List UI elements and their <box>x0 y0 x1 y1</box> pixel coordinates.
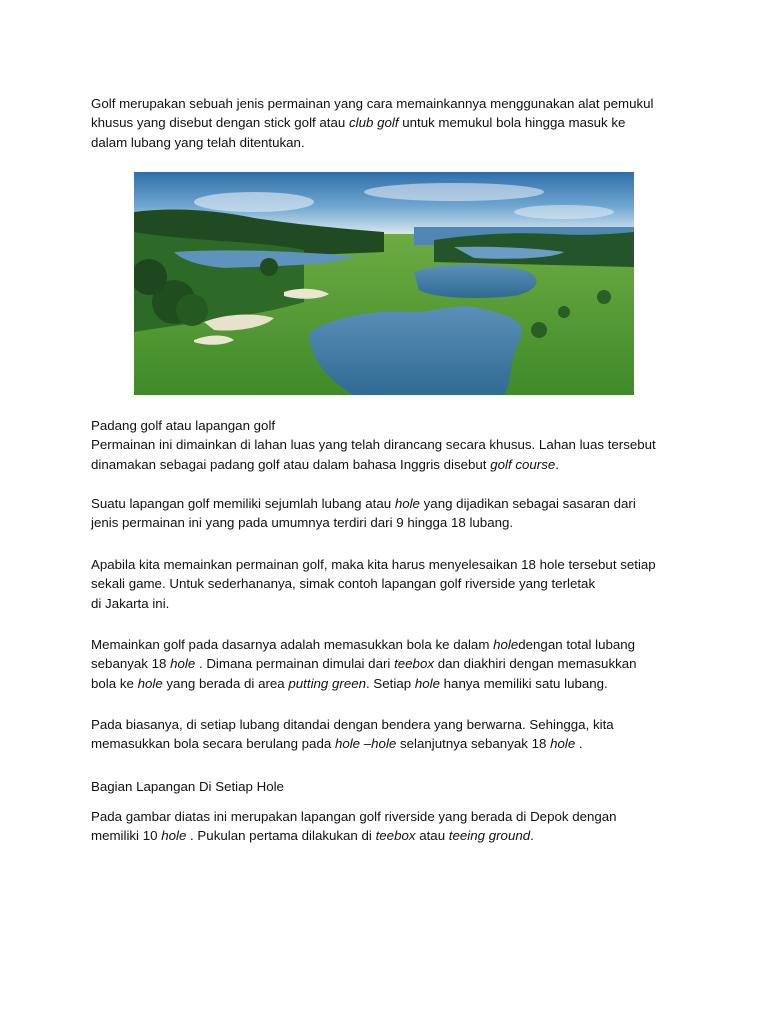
italic-term: putting green <box>288 675 367 691</box>
apabila-paragraph <box>91 555 691 613</box>
text-line: memasukkan bola secara berulang pada hole –hole selanjutnya sebanyak 18 hole . <box>91 736 583 752</box>
text-line: dinamakan sebagai padang golf atau dalam bahasa Inggris disebut golf course. <box>91 456 559 472</box>
italic-term: hole <box>550 736 576 752</box>
italic-term: club golf <box>348 115 399 131</box>
text-line: Pada biasanya, di setiap lubang ditandai dengan bendera yang berwarna. Sehingga, kita <box>91 717 614 732</box>
italic-term: hole –hole <box>334 736 397 752</box>
biasanya-paragraph <box>91 715 691 754</box>
text-line: Golf merupakan sebuah jenis permainan yang cara memainkannya menggunakan alat pemukul <box>91 96 654 111</box>
text-line: Suatu lapangan golf memiliki sejumlah lubang atau hole yang dijadikan sebagai sasaran dari <box>91 496 636 511</box>
text-line: Pada gambar diatas ini merupakan lapangan golf riverside yang berada di Depok dengan <box>91 809 617 824</box>
text-line: Memainkan golf pada dasarnya adalah memasukkan bola ke dalam holedengan total lubang <box>91 637 636 652</box>
section-heading: Bagian Lapangan Di Setiap Hole <box>91 779 284 794</box>
italic-term: hole <box>161 828 187 844</box>
italic-term: hole <box>394 496 420 511</box>
italic-term: hole <box>170 656 196 672</box>
text-line: Apabila kita memainkan permainan golf, maka kita harus menyelesaikan 18 hole tersebut setiap <box>91 557 656 572</box>
italic-term: teeing ground <box>448 828 531 844</box>
text-line: sekali game. Untuk sederhananya, simak contoh lapangan golf riverside yang terletak <box>91 576 596 592</box>
italic-term: teebox <box>394 656 434 672</box>
italic-term: teebox <box>375 828 416 844</box>
padang-paragraph <box>91 416 691 474</box>
section-heading: Padang golf atau lapangan golf <box>91 418 276 433</box>
text-line: memiliki 10 hole . Pukulan pertama dilakukan di teebox atau teeing ground. <box>91 828 534 844</box>
text-line: bola ke hole yang berada di area putting green. Setiap hole hanya memiliki satu lubang. <box>91 675 608 691</box>
golf-course-photo <box>134 172 634 395</box>
memainkan-paragraph <box>91 635 691 693</box>
text-line: Permainan ini dimainkan di lahan luas yang telah dirancang secara khusus. Lahan luas tersebut <box>91 437 656 453</box>
text-line: dalam lubang yang telah ditentukan. <box>91 134 305 150</box>
italic-term: hole <box>137 675 163 691</box>
italic-term: golf course <box>490 456 556 472</box>
italic-term: hole <box>414 675 440 691</box>
bagian-heading <box>91 777 691 796</box>
italic-term: hole <box>493 637 519 652</box>
hole-paragraph <box>91 494 691 533</box>
text-line: jenis permainan ini yang pada umumnya terdiri dari 9 hingga 18 lubang. <box>91 515 514 531</box>
gambar-paragraph <box>91 807 691 846</box>
text-line: sebanyak 18 hole . Dimana permainan dimulai dari teebox dan diakhiri dengan memasukkan <box>91 656 637 672</box>
intro-paragraph <box>91 94 691 152</box>
text-line: khusus yang disebut dengan stick golf atau club golf untuk memukul bola hingga masuk ke <box>91 115 626 131</box>
text-line: di Jakarta ini. <box>91 595 170 611</box>
